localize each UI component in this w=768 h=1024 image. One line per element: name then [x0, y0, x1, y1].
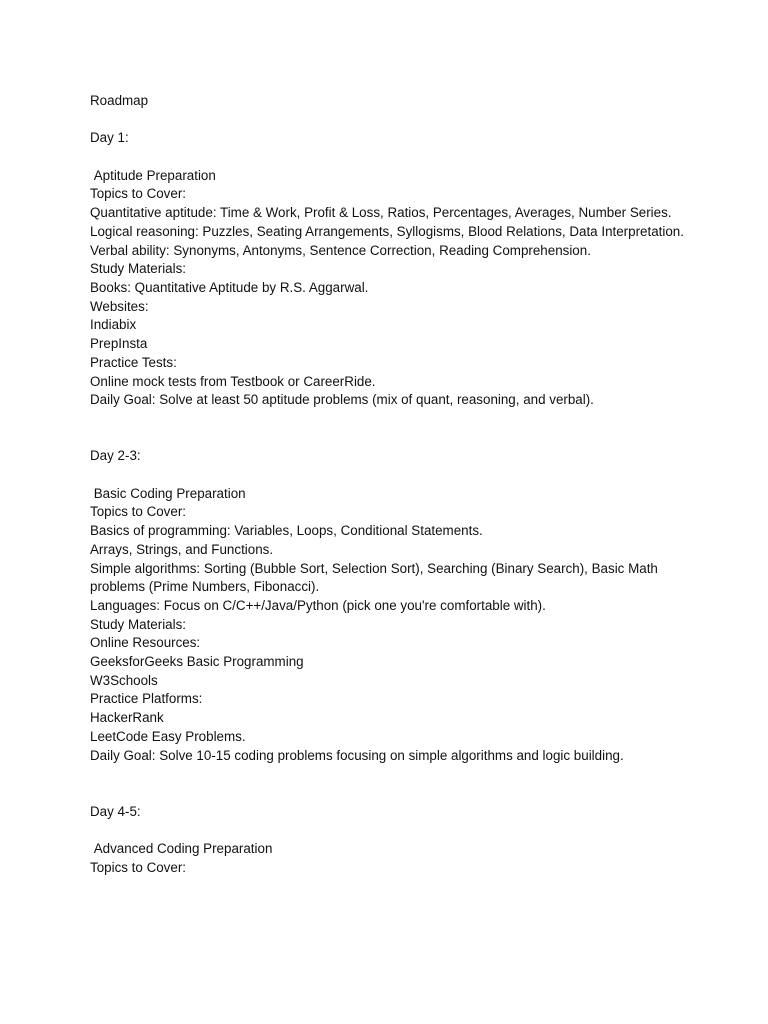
text-line: GeeksforGeeks Basic Programming [90, 654, 304, 670]
section-heading-day-1: Day 1: [90, 130, 129, 146]
text-line: Languages: Focus on C/C++/Java/Python (pick one you're comfortable with). [90, 597, 546, 613]
spacer [90, 111, 690, 130]
text-line: Logical reasoning: Puzzles, Seating Arrangements, Syllogisms, Blood Relations, Data Interpretation. [90, 223, 684, 239]
section-subtitle: Aptitude Preparation [90, 167, 216, 183]
text-line: Arrays, Strings, and Functions. [90, 541, 274, 557]
document-body [90, 92, 690, 877]
text-line: Topics to Cover: [90, 186, 187, 202]
document-title: Roadmap [90, 93, 149, 108]
text-line: Online mock tests from Testbook or CareerRide. [90, 373, 376, 389]
text-line: Practice Tests: [90, 354, 177, 370]
text-line: Indiabix [90, 317, 137, 333]
text-line: Daily Goal: Solve 10-15 coding problems focusing on simple algorithms and logic building. [90, 747, 624, 763]
text-line: Daily Goal: Solve at least 50 aptitude problems (mix of quant, reasoning, and verbal). [90, 392, 594, 408]
text-line: Books: Quantitative Aptitude by R.S. Aggarwal. [90, 280, 369, 295]
text-line: Online Resources: [90, 635, 201, 651]
text-line: PrepInsta [90, 336, 148, 352]
text-line: Quantitative aptitude: Time & Work, Profit & Loss, Ratios, Percentages, Averages, Number Series. [90, 205, 672, 221]
text-line: Topics to Cover: [90, 504, 187, 520]
section-subtitle: Advanced Coding Preparation [90, 841, 273, 857]
section-heading-day-4-5: Day 4-5: [90, 803, 141, 819]
text-line: Verbal ability: Synonyms, Antonyms, Sentence Correction, Reading Comprehension. [90, 242, 591, 258]
text-line: HackerRank [90, 710, 164, 726]
text-line: LeetCode Easy Problems. [90, 728, 246, 744]
text-line: W3Schools [90, 672, 158, 688]
text-line: Study Materials: [90, 616, 187, 632]
text-line: Practice Platforms: [90, 691, 203, 707]
text-line: Websites: [90, 298, 149, 314]
spacer [90, 410, 690, 447]
text-line: Topics to Cover: [90, 859, 187, 875]
section-subtitle: Basic Coding Preparation [90, 485, 246, 501]
section-heading-day-2-3: Day 2-3: [90, 448, 141, 464]
spacer [90, 765, 690, 802]
text-line: Study Materials: [90, 261, 187, 277]
text-line: Simple algorithms: Sorting (Bubble Sort, Selection Sort), Searching (Binary Search), Basic Math problems (Prime Numbers, Fibonacci). [90, 560, 662, 595]
text-line: Basics of programming: Variables, Loops, Conditional Statements. [90, 523, 483, 539]
spacer [90, 821, 690, 840]
spacer [90, 148, 690, 167]
spacer [90, 466, 690, 485]
